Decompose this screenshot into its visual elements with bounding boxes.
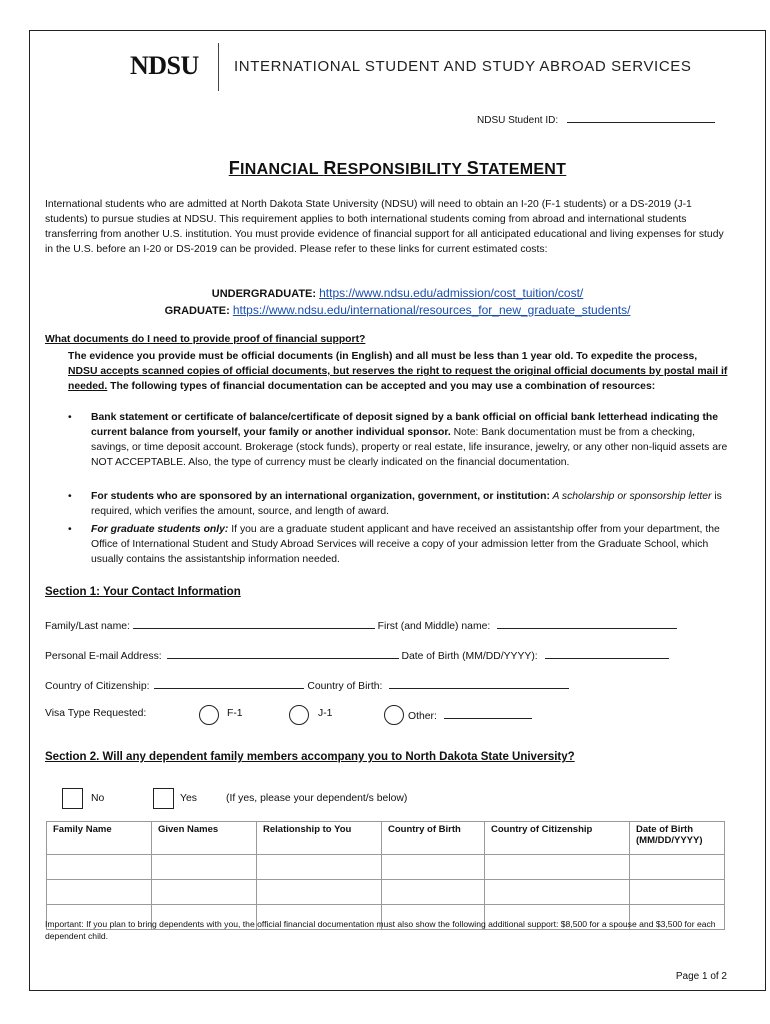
col-country-citizenship: Country of Citizenship <box>485 822 630 855</box>
undergrad-link-row <box>30 285 765 303</box>
table-cell[interactable] <box>152 880 257 905</box>
table-cell[interactable] <box>630 880 725 905</box>
visa-other-radio[interactable] <box>384 705 404 725</box>
grad-cost-link[interactable]: https://www.ndsu.edu/international/resources_for_new_graduate_students/ <box>232 303 631 317</box>
bullet-bank-statement: • Bank statement or certificate of balance/certificate of deposit signed by a bank official on official bank letterhead indicating the current balance from yourself, your family or another individual sponsor. Note: Bank documentation must be from a checking, savings, or time deposit account. Brokerage (stock funds), property or real estate, life insurance, jewelry, or any other non-liquid assets are NOT ACCEPTABLE. Also, the type of currency must be clearly indicated on the financial documentation. <box>68 412 728 468</box>
student-id-row <box>477 112 715 126</box>
section2-heading: Section 2. Will any dependent family members accompany you to North Dakota State University? <box>45 751 575 763</box>
grad-link-row <box>30 302 765 320</box>
bullet-graduate: • For graduate students only: If you are a graduate student applicant and have received an assistantship offer from your department, the Office of International Student and Study Abroad Services will receive a copy of your admission letter from the Graduate School, which usually contains the assistantship information needed. <box>68 524 720 565</box>
form-page <box>29 30 766 991</box>
table-row <box>47 855 725 880</box>
bullet-sponsorship: • For students who are sponsored by an international organization, government, or institution: A scholarship or sponsorship letter is required, which verifies the amount, source, and length of award. <box>68 491 722 517</box>
table-cell[interactable] <box>47 880 152 905</box>
birth-country-field[interactable] <box>389 678 569 689</box>
visa-j1-label: J-1 <box>318 708 333 719</box>
section1-heading: Section 1: Your Contact Information <box>45 586 241 598</box>
first-name-field[interactable] <box>497 618 677 629</box>
page-title: FINANCIAL RESPONSIBILITY STATEMENT <box>228 158 567 178</box>
table-cell[interactable] <box>382 880 485 905</box>
dependents-no-label: No <box>91 793 105 804</box>
student-id-field[interactable] <box>567 112 715 123</box>
table-cell[interactable] <box>382 855 485 880</box>
table-cell[interactable] <box>485 855 630 880</box>
visa-other-row: Other: <box>408 708 532 722</box>
col-date-of-birth: Date of Birth (MM/DD/YYYY) <box>630 822 725 855</box>
important-note: Important: If you plan to bring dependents with you, the official financial documentation must also show the following additional support: $8,500 for a spouse and $3,500 for each dependent child. <box>45 919 716 941</box>
header-divider <box>218 43 219 91</box>
grad-label: GRADUATE: <box>164 305 230 317</box>
family-name-field[interactable] <box>133 618 375 629</box>
citizenship-field[interactable] <box>154 678 304 689</box>
table-cell[interactable] <box>152 855 257 880</box>
undergrad-cost-link[interactable]: https://www.ndsu.edu/admission/cost_tuition/cost/ <box>319 286 584 300</box>
student-id-label: NDSU Student ID: <box>477 115 559 126</box>
bullet-symbol: • <box>68 524 72 535</box>
documents-question: What documents do I need to provide proof of financial support? <box>45 334 366 345</box>
visa-f1-label: F-1 <box>227 708 243 719</box>
email-field[interactable] <box>167 648 399 659</box>
dob-field[interactable] <box>545 648 669 659</box>
intro-paragraph: International students who are admitted at North Dakota State University (NDSU) will need to obtain an I-20 (F-1 students) or a DS-2019 (J-1 students) to pursue studies at NDSU. This requirement applies to both international students coming from abroad and international students transferring from another U.S. institution. You must provide evidence of financial support for all anticipated educational and living expenses for study in the U.S. before an I-20 or DS-2019 can be provided. Please refer to these links for current estimated costs: <box>45 199 724 255</box>
table-cell[interactable] <box>47 855 152 880</box>
table-row <box>47 880 725 905</box>
evidence-paragraph: The evidence you provide must be official documents (in English) and all must be less than 1 year old. To expedite the process, NDSU accepts scanned copies of official documents, but reserves the right to request the original official documents by postal mail if needed. The following types of financial documentation can be accepted and you may use a combination of resources: <box>68 351 728 392</box>
page-number: Page 1 of 2 <box>675 971 727 982</box>
dependents-yes-checkbox[interactable] <box>153 788 174 809</box>
visa-other-field[interactable] <box>444 708 532 719</box>
visa-label: Visa Type Requested: <box>45 708 147 719</box>
undergrad-label: UNDERGRADUATE: <box>211 288 317 300</box>
col-relationship: Relationship to You <box>257 822 382 855</box>
col-country-birth: Country of Birth <box>382 822 485 855</box>
table-cell[interactable] <box>630 855 725 880</box>
bullet-symbol: • <box>68 412 72 423</box>
dependents-table <box>46 821 725 930</box>
visa-j1-radio[interactable] <box>289 705 309 725</box>
table-cell[interactable] <box>257 855 382 880</box>
table-header-row <box>47 822 725 855</box>
ndsu-logo: NDSU <box>130 51 199 80</box>
name-row: Family/Last name: First (and Middle) name: <box>45 618 677 632</box>
department-name: INTERNATIONAL STUDENT AND STUDY ABROAD SERVICES <box>234 58 692 75</box>
col-family-name: Family Name <box>47 822 152 855</box>
email-row: Personal E-mail Address: Date of Birth (MM/DD/YYYY): <box>45 648 669 662</box>
dependents-yes-label: Yes <box>180 793 197 804</box>
table-cell[interactable] <box>257 880 382 905</box>
table-cell[interactable] <box>485 880 630 905</box>
dependents-no-checkbox[interactable] <box>62 788 83 809</box>
country-row: Country of Citizenship: Country of Birth: <box>45 678 569 692</box>
visa-f1-radio[interactable] <box>199 705 219 725</box>
bullet-symbol: • <box>68 491 72 502</box>
col-given-names: Given Names <box>152 822 257 855</box>
dependents-yes-note: (If yes, please your dependent/s below) <box>226 793 408 804</box>
